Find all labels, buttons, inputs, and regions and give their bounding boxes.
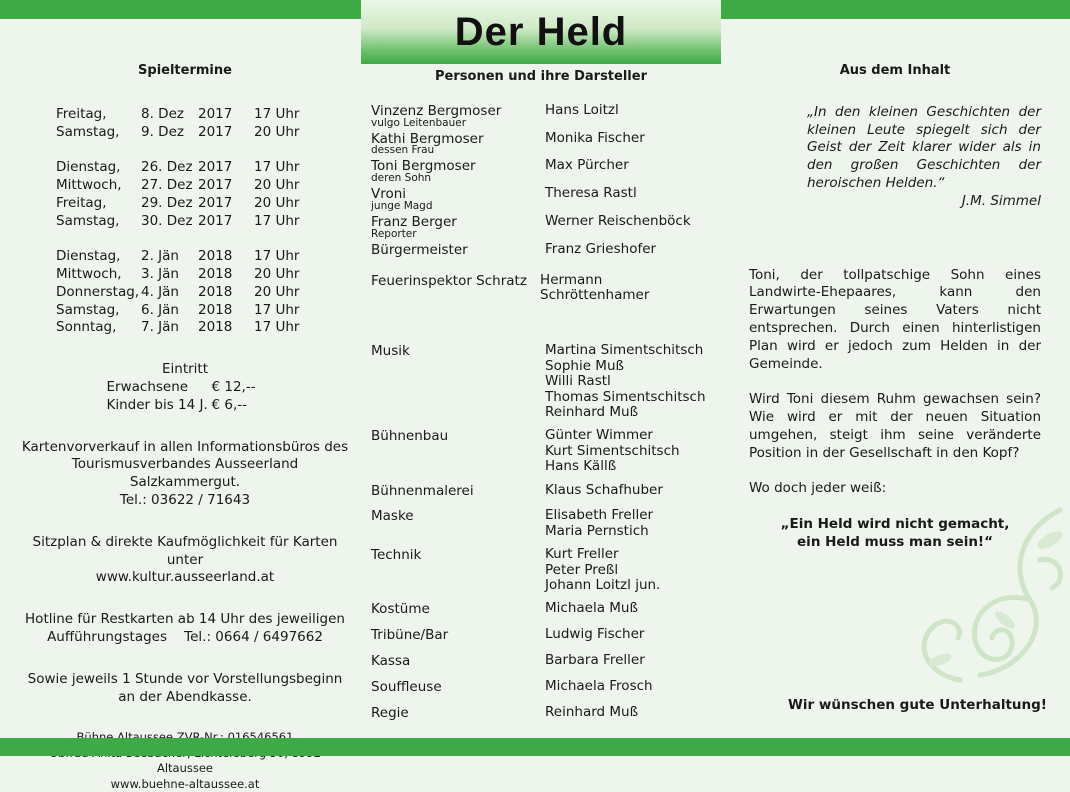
cast-actors: [540, 273, 711, 304]
cast-role: [371, 428, 545, 474]
schedule-date: 9. Dez: [141, 123, 184, 140]
title-banner: [361, 0, 721, 64]
schedule-time: 17 Uhr: [254, 159, 300, 176]
schedule-row: [56, 266, 350, 284]
footer-url: www.buehne-altaussee.at: [110, 776, 260, 791]
cast-role-name: Maske: [371, 508, 414, 525]
cast-row: [371, 273, 711, 304]
cast-role-name: Souffleuse: [371, 678, 442, 695]
admission-adults-label: Erwachsene: [106, 378, 189, 395]
schedule-year: 2017: [198, 212, 233, 229]
synopsis-paragraph: Wird Toni diesem Ruhm gewachsen sein? Wie wird er mit der neuen Situation umgehen, steigt ihm seine veränderte Position in der Gesellschaft in den Kopf?: [749, 391, 1041, 461]
bottom-green-bar: [0, 738, 1070, 756]
cast-row: [371, 428, 711, 474]
cast-actor: Werner Reischenböck: [545, 212, 691, 229]
cast-actor: Monika Fischer: [545, 129, 645, 146]
cast-role: [371, 103, 545, 129]
cast-actor: Barbara Freller: [545, 652, 645, 669]
schedule-date: 3. Jän: [141, 265, 179, 282]
page-title: Der Held: [454, 9, 628, 54]
admission-heading: Eintritt: [161, 361, 209, 378]
synopsis-paragraph: Toni, der tollpatschige Sohn eines Landwirte-Ehepaares, kann den Erwartungen seines Vaters nicht entsprechen. Durch einen hinterlistigen Plan wird er jedoch zum Helden in der Gemeinde.: [749, 266, 1041, 372]
cast-actor: Sophie Muß: [545, 357, 625, 374]
cast-row: [371, 343, 711, 420]
cast-role: [371, 242, 545, 260]
schedule-time: 17 Uhr: [254, 105, 300, 122]
cast-role-name: Kostüme: [371, 601, 430, 618]
cast-actor: Kurt Simentschitsch: [545, 442, 680, 459]
cast-actors: [545, 428, 680, 474]
synopsis-paragraph: Wo doch jeder weiß:: [749, 480, 887, 497]
schedule-day: Samstag,: [56, 212, 120, 229]
schedule-year: 2018: [198, 283, 233, 300]
schedule-year: 2017: [198, 159, 233, 176]
cast-row: [371, 103, 711, 129]
cast-actor: Hans Loitzl: [545, 101, 619, 118]
cast-role-name: Bühnenmalerei: [371, 482, 474, 499]
schedule-group: [56, 248, 350, 337]
cast-row: [371, 627, 711, 645]
cast-role: [371, 214, 545, 240]
hotline-info: [20, 611, 350, 647]
schedule-row: [56, 302, 350, 320]
cast-actor: Ludwig Fischer: [545, 626, 645, 643]
cast-role-name: Toni Bergmoser: [371, 158, 476, 175]
cast-role-name: Bürgermeister: [371, 241, 468, 258]
cast-role: [371, 273, 540, 304]
schedule-day: Samstag,: [56, 123, 120, 140]
cast-actor: Johann Loitzl jun.: [545, 577, 661, 594]
quote-author: J.M. Simmel: [961, 192, 1041, 209]
schedule-date: 30. Dez: [141, 212, 193, 229]
cast-actors: [545, 131, 645, 157]
schedule-time: 17 Uhr: [254, 248, 300, 265]
schedule-time: 17 Uhr: [254, 212, 300, 229]
admission-adults-price: € 12,--: [211, 378, 256, 395]
cast-role: [371, 186, 545, 212]
cast-row: [371, 601, 711, 619]
cast-column: [371, 68, 711, 722]
cast-row: [371, 242, 711, 260]
presale-line: Kartenvorverkauf in allen Informationsbüros des: [21, 438, 349, 455]
cast-actor: Franz Grieshofer: [545, 240, 657, 257]
cast-role-name: Kathi Bergmoser: [371, 130, 484, 147]
cast-actor: Peter Preßl: [545, 561, 619, 578]
hotline-line: Hotline für Restkarten ab 14 Uhr des jeweiligen: [25, 611, 345, 628]
cast-row: [371, 679, 711, 697]
schedule-year: 2018: [198, 248, 233, 265]
cast-role-description: Reporter: [371, 227, 417, 240]
schedule-time: 20 Uhr: [254, 194, 300, 211]
schedule-row: [56, 284, 350, 302]
admission-children: [20, 397, 350, 415]
schedule-date: 29. Dez: [141, 194, 193, 211]
cast-role-name: Musik: [371, 343, 410, 360]
cast-actor: Günter Wimmer: [545, 427, 653, 444]
cast-role: [371, 343, 545, 420]
schedule-date: 26. Dez: [141, 159, 193, 176]
schedule-row: [56, 195, 350, 213]
cast-role-description: dessen Frau: [371, 144, 435, 157]
cast-role: [371, 653, 545, 671]
quote: [807, 104, 1041, 211]
schedule-day: Donnerstag,: [56, 283, 140, 300]
boxoffice-line: an der Abendkasse.: [118, 688, 252, 705]
cast-actors: [545, 601, 638, 619]
cast-role: [371, 705, 545, 723]
cast-role-name: Kassa: [371, 653, 411, 670]
cast-actors: [545, 653, 645, 671]
cast-role: [371, 483, 545, 501]
cast-role: [371, 547, 545, 593]
schedule-date: 8. Dez: [141, 105, 184, 122]
cast-actors: [545, 483, 663, 501]
cast-actor: Willi Rastl: [545, 373, 611, 390]
cast-actor: Klaus Schafhuber: [545, 481, 663, 498]
schedule-row: [56, 248, 350, 266]
schedule-row: [56, 213, 350, 231]
cast-actor: Reinhard Muß: [545, 404, 639, 421]
schedule-day: Mittwoch,: [56, 176, 122, 193]
cast-actor: Hans Källß: [545, 458, 617, 475]
footer-line: Altaussee: [156, 761, 214, 776]
cast-actor: Theresa Rastl: [545, 185, 637, 202]
schedule-row: [56, 159, 350, 177]
schedule-day: Freitag,: [56, 194, 107, 211]
cast-actors: [545, 214, 691, 240]
schedule-day: Freitag,: [56, 105, 107, 122]
cast-role: [371, 679, 545, 697]
cast-role-name: Bühnenbau: [371, 428, 449, 445]
cast-role: [371, 158, 545, 184]
synopsis: [749, 267, 1041, 498]
cast-role-description: deren Sohn: [371, 172, 432, 185]
cast-role-description: junge Magd: [371, 199, 433, 212]
schedule-year: 2017: [198, 194, 233, 211]
content-column: [749, 62, 1041, 551]
schedule-group: [56, 106, 350, 142]
presale-info: [20, 439, 350, 510]
schedule-heading: Spieltermine: [138, 63, 232, 78]
cast-actor: Michaela Muß: [545, 600, 638, 617]
cast-role-name: Regie: [371, 704, 409, 721]
boxoffice-info: [20, 671, 350, 707]
schedule-row: [56, 319, 350, 337]
schedule-time: 20 Uhr: [254, 123, 300, 140]
schedule-time: 20 Uhr: [254, 265, 300, 282]
admission-children-label: Kinder bis 14 J.: [106, 396, 208, 413]
cast-actors: [545, 343, 706, 420]
seating-line: Sitzplan & direkte Kaufmöglichkeit für Karten unter: [32, 533, 338, 568]
admission-children-price: € 6,--: [211, 396, 248, 413]
cast-actor: Thomas Simentschitsch: [545, 388, 706, 405]
cast-row: [371, 508, 711, 539]
cast-role-name: Franz Berger: [371, 213, 457, 230]
schedule-year: 2017: [198, 123, 233, 140]
content-heading: Aus dem Inhalt: [839, 63, 951, 78]
presale-phone: Tel.: 03622 / 71643: [119, 491, 251, 508]
cast-row: [371, 705, 711, 723]
motto-line: „Ein Held wird nicht gemacht,: [780, 515, 1010, 532]
cast-role: [371, 627, 545, 645]
cast-role: [371, 508, 545, 539]
schedule-date: 27. Dez: [141, 176, 193, 193]
admission-adults: [20, 379, 350, 397]
schedule-time: 20 Uhr: [254, 176, 300, 193]
cast-row: [371, 131, 711, 157]
hotline-line: Aufführungstages Tel.: 0664 / 6497662: [47, 628, 323, 645]
cast-row: [371, 483, 711, 501]
top-green-bar-right: [721, 0, 1070, 19]
schedule-year: 2017: [198, 105, 233, 122]
schedule-year: 2018: [198, 265, 233, 282]
quote-text: „In den kleinen Geschichten der kleinen Leute spiegelt sich der Geist der Zeit klarer wider als in den großen Geschichten der heroischen Helden.“: [807, 103, 1041, 191]
schedule-date: 2. Jän: [141, 248, 179, 265]
cast-role-name: Vinzenz Bergmoser: [371, 102, 502, 119]
schedule-group: [56, 159, 350, 230]
cast-heading: Personen und ihre Darsteller: [435, 69, 647, 84]
cast-role-name: Technik: [371, 547, 422, 564]
schedule-row: [56, 177, 350, 195]
cast-actor: Reinhard Muß: [545, 703, 639, 720]
cast-row: [371, 653, 711, 671]
schedule-date: 7. Jän: [141, 319, 179, 336]
top-green-bar-left: [0, 0, 361, 19]
cast-actors: [545, 242, 656, 260]
schedule-date: 4. Jän: [141, 283, 179, 300]
cast-actor: Hermann Schröttenhamer: [540, 271, 650, 303]
cast-list: [371, 103, 711, 723]
schedule-day: Sonntag,: [56, 319, 117, 336]
schedule-time: 17 Uhr: [254, 319, 300, 336]
cast-actors: [545, 627, 644, 645]
cast-role-name: Feuerinspektor Schratz: [371, 272, 527, 289]
cast-row: [371, 214, 711, 240]
schedule-day: Samstag,: [56, 301, 120, 318]
schedule-date: 6. Jän: [141, 301, 179, 318]
cast-role: [371, 601, 545, 619]
schedule-day: Dienstag,: [56, 248, 121, 265]
schedule-row: [56, 124, 350, 142]
schedule-day: Dienstag,: [56, 159, 121, 176]
cast-actors: [545, 186, 637, 212]
cast-row: [371, 186, 711, 212]
cast-actor: Michaela Frosch: [545, 677, 653, 694]
cast-row: [371, 547, 711, 593]
schedule-time: 17 Uhr: [254, 301, 300, 318]
schedule-column: [20, 62, 350, 792]
schedule-time: 20 Uhr: [254, 283, 300, 300]
cast-actors: [545, 508, 653, 539]
schedule-row: [56, 106, 350, 124]
schedule-year: 2018: [198, 301, 233, 318]
boxoffice-line: Sowie jeweils 1 Stunde vor Vorstellungsbeginn: [27, 670, 343, 687]
cast-actors: [545, 103, 619, 129]
cast-actor: Elisabeth Freller: [545, 507, 654, 524]
schedule-year: 2018: [198, 319, 233, 336]
cast-actor: Max Pürcher: [545, 157, 629, 174]
cast-role-description: vulgo Leitenbauer: [371, 116, 467, 129]
schedule-year: 2017: [198, 176, 233, 193]
farewell-text: Wir wünschen gute Unterhaltung!: [788, 697, 1047, 713]
presale-line: Tourismusverbandes Ausseerland Salzkammergut.: [71, 456, 299, 491]
cast-actors: [545, 679, 653, 697]
cast-actor: Martina Simentschitsch: [545, 342, 704, 359]
motto-line: ein Held muss man sein!“: [797, 533, 993, 550]
cast-actor: Kurt Freller: [545, 546, 619, 563]
cast-actor: Maria Pernstich: [545, 522, 649, 539]
seating-info: [20, 534, 350, 587]
cast-actors: [545, 547, 660, 593]
decorative-swirl-ornament: [900, 500, 1070, 700]
schedule-day: Mittwoch,: [56, 265, 122, 282]
schedule-dates: [56, 106, 350, 337]
seating-url: www.kultur.ausseerland.at: [95, 569, 275, 586]
cast-actors: [545, 705, 638, 723]
cast-role: [371, 131, 545, 157]
cast-role-name: Tribüne/Bar: [371, 627, 449, 644]
cast-role-name: Vroni: [371, 186, 407, 203]
cast-actors: [545, 158, 629, 184]
cast-row: [371, 158, 711, 184]
